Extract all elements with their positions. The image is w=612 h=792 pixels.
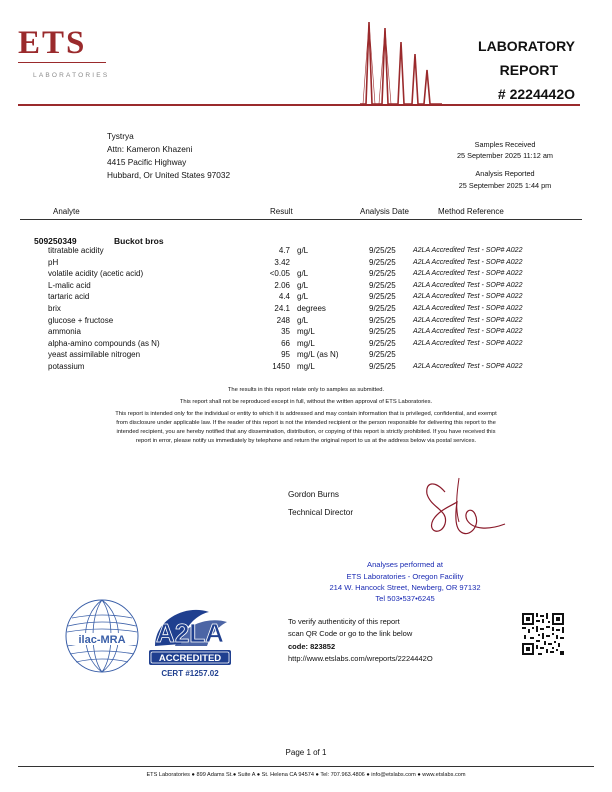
analyte-name: yeast assimilable nitrogen [48,350,141,360]
facility-name: ETS Laboratories - Oregon Facility [346,572,464,581]
logo-wordmark: ETS [18,25,87,61]
analysis-date: 9/25/25 [369,350,396,360]
verify-code-value: 823852 [310,642,336,651]
footer-rule [18,766,594,767]
analyte-name: pH [48,257,59,267]
result-unit: g/L [297,246,309,255]
report-number: # 2224442O [497,86,575,102]
method-reference: A2LA Accredited Test - SOP# A022 [413,339,523,347]
table-row [0,245,612,257]
analysis-date: 9/25/25 [369,338,396,348]
verify-url[interactable]: http://www.etslabs.com/wreports/2224442O [288,654,433,663]
table-row [0,326,612,338]
notice-confidential-4: report in error, please notify us immediately by telephone and return the original report to us at the address below via postal services. [135,438,477,444]
analyte-name: brix [48,304,61,313]
facility-intro: Analyses performed at [367,560,443,569]
analysis-date: 9/25/25 [369,280,396,290]
reported-label: Analysis Reported [475,169,535,178]
analyte-name: titratable acidity [48,246,104,255]
table-row [0,315,612,327]
result-value: 24.1 [274,304,290,313]
ilac-mra-badge [62,596,142,676]
client-street: 4415 Pacific Highway [107,157,187,167]
header-result: Result [270,207,293,216]
analysis-date: 9/25/25 [369,257,396,267]
notice-confidential-2: from disclosure under applicable law. If the reader of this report is not the intended recipient or the person responsible for delivering this report to the [116,420,496,426]
table-row [0,303,612,315]
result-value: 66 [281,338,290,348]
result-value: 248 [276,315,290,325]
logo-divider [18,62,106,63]
result-unit: mg/L (as N) [297,350,339,360]
verify-text-2: scan QR Code or go to the link below [288,629,413,638]
notice-reproduction: This report shall not be reproduced except in full, without the written approval of ETS Laboratories. [179,399,433,405]
notice-results: The results in this report relate only to samples as submitted. [227,387,385,393]
a2la-accredited-badge [145,600,235,682]
result-value: 35 [281,327,290,337]
analyte-name: volatile acidity (acetic acid) [48,269,144,279]
analyte-name: L-malic acid [48,280,91,290]
title-line2: REPORT [499,62,558,78]
method-reference: A2LA Accredited Test - SOP# A022 [413,305,523,312]
verify-code-row [288,641,335,652]
received-label: Samples Received [474,140,536,149]
analysis-date: 9/25/25 [369,246,396,255]
result-unit: g/L [297,280,309,290]
a2la-label: A2LA [156,618,224,648]
header-rule [18,104,580,106]
result-value: 3.42 [274,257,290,267]
footer-contact: ETS Laboratories ● 899 Adams St.● Suite A ● St. Helena CA 94574 ● Tel: 707.963.4806 ● info@etslabs.com ● www.etslabs.com [146,772,466,778]
facility-phone: Tel 503•537•6245 [375,594,435,603]
analysis-date: 9/25/25 [369,304,396,313]
result-unit: g/L [297,292,309,302]
table-row [0,349,612,361]
ets-logo [18,25,104,61]
header-method: Method Reference [438,207,504,216]
method-reference: A2LA Accredited Test - SOP# A022 [413,258,523,266]
analysis-date: 9/25/25 [369,315,396,325]
analyte-name: alpha-amino compounds (as N) [48,338,160,348]
title-line1: LABORATORY [478,38,575,54]
result-unit: mg/L [297,362,315,371]
result-value: 4.7 [278,246,290,255]
logo-subtitle: LABORATORIES [33,72,110,79]
page-number: Page 1 of 1 [285,748,327,757]
result-value: 95 [281,350,290,360]
result-value: 2.06 [274,280,290,290]
result-value: 4.4 [278,292,290,302]
handwritten-signature [405,472,515,542]
table-row [0,291,612,303]
sample-name: Buckot bros [114,236,164,246]
result-unit: g/L [297,269,309,279]
client-city: Hubbard, Or United States 97032 [107,170,231,180]
client-company: Tystrya [107,131,134,141]
analyte-name: ammonia [48,327,81,337]
method-reference: A2LA Accredited Test - SOP# A022 [413,316,523,324]
method-reference: A2LA Accredited Test - SOP# A022 [413,247,523,254]
reported-value: 25 September 2025 1:44 pm [458,181,552,190]
method-reference: A2LA Accredited Test - SOP# A022 [413,293,523,301]
result-unit: mg/L [297,338,315,348]
result-unit: degrees [297,304,326,313]
method-reference: A2LA Accredited Test - SOP# A022 [413,281,523,289]
table-row [0,257,612,269]
header-date: Analysis Date [360,207,409,216]
result-unit: g/L [297,315,309,325]
table-row [0,361,612,373]
table-row [0,338,612,350]
analysis-date: 9/25/25 [369,292,396,302]
notice-confidential-1: This report is intended only for the individual or entity to which it is addressed and may contain information that is privileged, confidential, and exempt [115,411,497,417]
cert-number: CERT #1257.02 [161,669,219,678]
table-row [0,268,612,280]
sample-id: 509250349 [34,236,77,246]
result-value: 1450 [272,362,290,371]
notice-confidential-3: intended recipient, you are hereby notified that any dissemination, distribution, or copying of this report is strictly prohibited. If you have received this [116,429,496,435]
analyte-name: tartaric acid [48,292,90,302]
qr-code-icon[interactable] [521,612,565,656]
verify-text-1: To verify authenticity of this report [288,617,400,626]
analyte-name: potassium [48,362,85,371]
table-header-rule [20,219,582,220]
result-value: <0.05 [269,269,290,279]
received-value: 25 September 2025 11:12 am [456,151,553,160]
analyte-name: glucose + fructose [48,315,114,325]
header-analyte: Analyte [53,207,80,216]
facility-address: 214 W. Hancock Street, Newberg, OR 97132 [329,583,481,592]
accredited-label: ACCREDITED [158,653,222,664]
client-attn: Attn: Kameron Khazeni [107,144,193,154]
table-row [0,280,612,292]
result-unit: mg/L [297,327,315,337]
signatory-name: Gordon Burns [288,490,339,499]
analysis-date: 9/25/25 [369,269,396,279]
chromatogram-peaks-graphic [360,18,442,106]
analysis-date: 9/25/25 [369,327,396,337]
verify-code-label: code: [288,642,309,651]
ilac-label: ilac-MRA [78,634,126,646]
method-reference: A2LA Accredited Test - SOP# A022 [413,328,523,336]
analysis-date: 9/25/25 [369,362,396,371]
signatory-title: Technical Director [288,508,354,517]
method-reference: A2LA Accredited Test - SOP# A022 [413,363,523,370]
method-reference: A2LA Accredited Test - SOP# A022 [413,270,523,278]
